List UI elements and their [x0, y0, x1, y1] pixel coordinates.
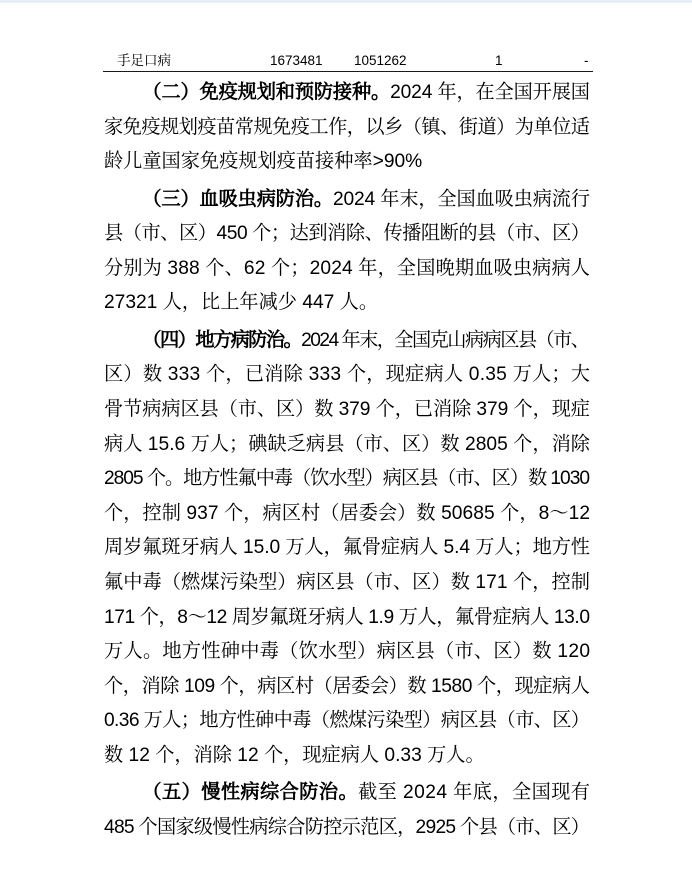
document-body	[104, 76, 590, 845]
line-text: 2024 年末，全国血吸虫病流行	[332, 188, 590, 210]
line-text: 171 个，8～12 周岁氟斑牙病人 1.9 万人，氟骨症病人 13.0	[104, 606, 590, 628]
text-line	[104, 704, 590, 739]
section-heading: （四）地方病防治。	[142, 329, 302, 351]
table-cell: 手足口病	[117, 53, 171, 68]
table-row-fragment	[103, 51, 593, 72]
section-heading: （三）血吸虫病防治。	[142, 188, 333, 210]
line-text: 区）数 333 个，已消除 333 个，现症病人 0.35 万人；大	[104, 364, 591, 386]
line-text: 万人。地方性砷中毒（饮水型）病区县（市、区）数 120	[104, 641, 591, 663]
line-text: 骨节病病区县（市、区）数 379 个，已消除 379 个，现症	[104, 398, 590, 420]
line-text: 2024 年，在全国开展国	[390, 82, 590, 103]
text-line	[104, 811, 590, 846]
text-line	[104, 217, 590, 252]
line-text: 截至 2024 年底，全国现有	[358, 782, 591, 804]
line-text: 分别为 388 个、62 个；2024 年，全国晚期血吸虫病病人	[104, 257, 591, 279]
section-heading: （五）慢性病综合防治。	[142, 782, 359, 804]
section-heading: （二）免疫规划和预防接种。	[142, 82, 391, 103]
line-text: 龄儿童国家免疫规划疫苗接种率>90%	[104, 151, 423, 173]
text-line	[104, 358, 590, 393]
table-cell: 1673481	[270, 53, 323, 68]
table-cell: 1051262	[354, 53, 407, 68]
line-text: 氟中毒（燃煤污染型）病区县（市、区）数 171 个，控制	[104, 571, 591, 593]
text-line	[104, 393, 590, 428]
table-cell: -	[584, 53, 589, 68]
text-line	[104, 145, 590, 180]
line-text: 个，消除 109 个，病区村（居委会）数 1580 个，现症病人	[104, 675, 590, 697]
text-line	[104, 183, 590, 218]
line-content	[142, 82, 589, 103]
text-line	[104, 776, 590, 811]
line-text: 周岁氟斑牙病人 15.0 万人，氟骨症病人 5.4 万人；地方性	[104, 537, 590, 559]
paragraph-chronic-diseases	[104, 776, 590, 845]
line-text: 县（市、区）450 个；达到消除、传播阻断的县（市、区）	[104, 223, 590, 245]
line-text: 2024 年末，全国克山病病区县（市、	[301, 329, 589, 351]
line-text: 个，控制 937 个，病区村（居委会）数 50685 个，8～12	[104, 502, 591, 524]
text-line	[104, 111, 590, 146]
viewer-edge	[0, 0, 692, 3]
line-content	[142, 189, 589, 210]
text-line	[104, 531, 590, 566]
text-line	[104, 428, 590, 463]
line-content	[142, 330, 588, 351]
text-line	[104, 601, 590, 636]
line-text: 数 12 个，消除 12 个，现症病人 0.33 万人。	[104, 744, 485, 766]
text-line	[104, 286, 590, 321]
text-line	[104, 462, 590, 497]
line-text: 2805 个。地方性氟中毒（饮水型）病区县（市、区）数 1030	[104, 468, 589, 490]
line-text: 病人 15.6 万人；碘缺乏病县（市、区）数 2805 个，消除	[104, 433, 591, 455]
table-cell: 1	[495, 53, 503, 68]
text-line	[104, 324, 590, 359]
text-line	[104, 739, 590, 774]
paragraph-endemic-diseases	[104, 324, 590, 774]
text-line	[104, 566, 590, 601]
line-text: 485 个国家级慢性病综合防控示范区，2925 个县（市、区）	[104, 816, 590, 838]
text-line	[104, 635, 590, 670]
paragraph-schistosomiasis	[104, 183, 590, 321]
text-line	[104, 76, 590, 111]
text-line	[104, 252, 590, 287]
line-text: 0.36 万人；地方性砷中毒（燃煤污染型）病区县（市、区）	[104, 710, 590, 732]
line-text: 家免疫规划疫苗常规免疫工作，以乡（镇、街道）为单位适	[104, 116, 590, 138]
line-text: 27321 人，比上年减少 447 人。	[104, 292, 379, 314]
text-line	[104, 670, 590, 705]
line-content	[142, 782, 590, 803]
paragraph-immunization	[104, 76, 590, 180]
text-line	[104, 497, 590, 532]
